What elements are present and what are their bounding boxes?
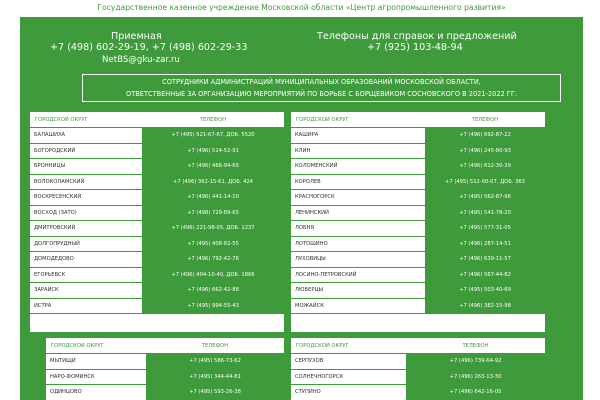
- phone-number: +7 (496) 441-14-10: [142, 190, 284, 206]
- district-name: ИСТРА: [30, 298, 142, 314]
- table-row: [291, 143, 545, 159]
- table-row: [291, 159, 545, 175]
- table-row: [291, 221, 545, 237]
- district-name: КОРОЛЕВ: [291, 174, 425, 190]
- column-header-district: ГОРОДСКОЙ ОКРУГ: [46, 338, 146, 354]
- table-row: [30, 252, 284, 268]
- phone-number: +7 (496) 287-14-51: [425, 236, 545, 252]
- info-phone: +7 (925) 103-48-94: [367, 42, 463, 53]
- district-name: СТУПИНО: [291, 385, 406, 400]
- table-row: [291, 298, 545, 314]
- district-name: ДОМОДЕДОВО: [30, 252, 142, 268]
- district-name: ВОСКРЕСЕНСКИЙ: [30, 190, 142, 206]
- district-name: ОДИНЦОВО: [46, 385, 146, 400]
- phone-number: +7 (495) 512-00-07, ДОБ. 363: [425, 174, 545, 190]
- info-label: Телефоны для справок и предложений: [317, 31, 517, 42]
- phone-number: +7 (495) 408-82-55: [142, 236, 284, 252]
- table-row: [291, 128, 545, 144]
- district-name: КРАСНОГОРСК: [291, 190, 425, 206]
- title-banner: [82, 74, 561, 102]
- table-row: [30, 221, 284, 237]
- column-header-district: ГОРОДСКОЙ ОКРУГ: [30, 112, 142, 128]
- table-row: [291, 236, 545, 252]
- district-name: ЛОСИНО-ПЕТРОВСКИЙ: [291, 267, 425, 283]
- phone-number: +7 (495) 586-73-62: [146, 354, 284, 370]
- phone-number: +7 (496) 362-15-61, ДОБ. 424: [142, 174, 284, 190]
- banner-line-1: СОТРУДНИКИ АДМИНИСТРАЦИЙ МУНИЦИПАЛЬНЫХ ОБРАЗОВАНИЙ МОСКОВСКОЙ ОБЛАСТИ,: [162, 78, 481, 86]
- phone-number: +7 (495) 541-78-20: [425, 205, 545, 221]
- table-row: [30, 143, 284, 159]
- district-name: СЕРПУХОВ: [291, 354, 406, 370]
- table-header-row: [46, 338, 284, 354]
- district-name: ЛЕНИНСКИЙ: [291, 205, 425, 221]
- district-name: МЫТИЩИ: [46, 354, 146, 370]
- district-name: ДОЛГОПРУДНЫЙ: [30, 236, 142, 252]
- district-name: ВОСХОД (ЗАТО): [30, 205, 142, 221]
- phone-number: +7 (495) 503-40-69: [425, 283, 545, 299]
- table-row: [291, 190, 545, 206]
- phone-number: +7 (496) 692-87-22: [425, 128, 545, 144]
- district-name: ЛУХОВИЦЫ: [291, 252, 425, 268]
- header-band: [20, 0, 583, 17]
- email-link[interactable]: NetBS@gku-zar.ru: [102, 55, 180, 65]
- district-name: ЛОТОШИНО: [291, 236, 425, 252]
- column-header-phone: ТЕЛЕФОН: [406, 338, 545, 354]
- table-row: [30, 128, 284, 144]
- district-name: БОГОРОДСКИЙ: [30, 143, 142, 159]
- reception-phones: +7 (498) 602-29-19, +7 (498) 602-29-33: [50, 42, 248, 53]
- table-row: [46, 369, 284, 385]
- table-row: [291, 283, 545, 299]
- table-row: [291, 174, 545, 190]
- table-row: [30, 283, 284, 299]
- district-name: ВОЛОКОЛАМСКИЙ: [30, 174, 142, 190]
- district-name: СОЛНЕЧНОГОРСК: [291, 369, 406, 385]
- district-name: КОЛОМЕНСКИЙ: [291, 159, 425, 175]
- phone-number: +7 (496) 739-64-92: [406, 354, 545, 370]
- banner-line-2: ОТВЕТСТВЕННЫЕ ЗА ОРГАНИЗАЦИЮ МЕРОПРИЯТИЙ ПО БОРЬБЕ С БОРЩЕВИКОМ СОСНОВСКОГО В 2021-2022 ГГ.: [126, 89, 517, 98]
- district-name: НАРО-ФОМИНСК: [46, 369, 146, 385]
- table-row: [30, 267, 284, 283]
- table-row: [30, 205, 284, 221]
- table-row: [30, 236, 284, 252]
- district-name: ЛЮБЕРЦЫ: [291, 283, 425, 299]
- table-row: [291, 385, 545, 400]
- phone-number: +7 (495) 562-87-96: [425, 190, 545, 206]
- districts-table-1: [30, 112, 284, 332]
- column-header-phone: ТЕЛЕФОН: [425, 112, 545, 128]
- phone-number: +7 (496) 792-42-76: [142, 252, 284, 268]
- table-row: [291, 369, 545, 385]
- district-name: БАЛАШИХА: [30, 128, 142, 144]
- phone-number: +7 (495) 593-26-38: [146, 385, 284, 400]
- phone-number: +7 (496) 404-10-40, ДОБ. 1866: [142, 267, 284, 283]
- table-row: [291, 267, 545, 283]
- phone-number: +7 (496) 662-42-88: [142, 283, 284, 299]
- districts-table-2: [291, 112, 545, 332]
- phone-number: +7 (496) 639-11-57: [425, 252, 545, 268]
- reception-label: Приемная: [111, 31, 162, 42]
- district-name: ЕГОРЬЕВСК: [30, 267, 142, 283]
- table-row: [30, 159, 284, 175]
- column-header-phone: ТЕЛЕФОН: [146, 338, 284, 354]
- phone-number: +7 (496) 221-98-05, ДОБ. 1237: [142, 221, 284, 237]
- district-name: КЛИН: [291, 143, 425, 159]
- table-row: [46, 354, 284, 370]
- table-row: [291, 252, 545, 268]
- phone-number: +7 (496) 263-13-30: [406, 369, 545, 385]
- column-header-district: ГОРОДСКОЙ ОКРУГ: [291, 338, 406, 354]
- phone-number: +7 (495) 994-55-43: [142, 298, 284, 314]
- district-name: ЗАРАЙСК: [30, 283, 142, 299]
- table-header-row: [291, 338, 545, 354]
- district-name: КАШИРА: [291, 128, 425, 144]
- district-name: МОЖАЙСК: [291, 298, 425, 314]
- table-row: [30, 174, 284, 190]
- phone-number: +7 (496) 466-94-65: [142, 159, 284, 175]
- poster: [20, 0, 583, 400]
- table-row: [291, 205, 545, 221]
- phone-number: +7 (495) 577-31-05: [425, 221, 545, 237]
- phone-number: +7 (496) 642-16-05: [406, 385, 545, 400]
- phone-number: +7 (495) 521-67-67, ДОБ. 5520: [142, 128, 284, 144]
- phone-number: +7 (496) 612-30-39: [425, 159, 545, 175]
- table-header-row: [291, 112, 545, 128]
- district-name: ЛОБНЯ: [291, 221, 425, 237]
- phone-number: +7 (496) 514-52-91: [142, 143, 284, 159]
- table-row: [30, 190, 284, 206]
- phone-number: +7 (495) 344-44-81: [146, 369, 284, 385]
- districts-table-4: [291, 338, 545, 400]
- phone-number: +7 (498) 729-89-65: [142, 205, 284, 221]
- district-name: ДМИТРОВСКИЙ: [30, 221, 142, 237]
- districts-table-3: [46, 338, 284, 400]
- column-header-district: ГОРОДСКОЙ ОКРУГ: [291, 112, 425, 128]
- table-row: [46, 385, 284, 400]
- organization-name: Государственное казенное учреждение Московской области «Центр агропромышленного развития»: [97, 3, 506, 12]
- column-header-phone: ТЕЛЕФОН: [142, 112, 284, 128]
- phone-number: +7 (496) 245-80-93: [425, 143, 545, 159]
- table-row: [30, 298, 284, 314]
- district-name: БРОННИЦЫ: [30, 159, 142, 175]
- table-row: [291, 354, 545, 370]
- phone-number: +7 (496) 567-44-82: [425, 267, 545, 283]
- table-header-row: [30, 112, 284, 128]
- phone-number: +7 (496) 382-15-98: [425, 298, 545, 314]
